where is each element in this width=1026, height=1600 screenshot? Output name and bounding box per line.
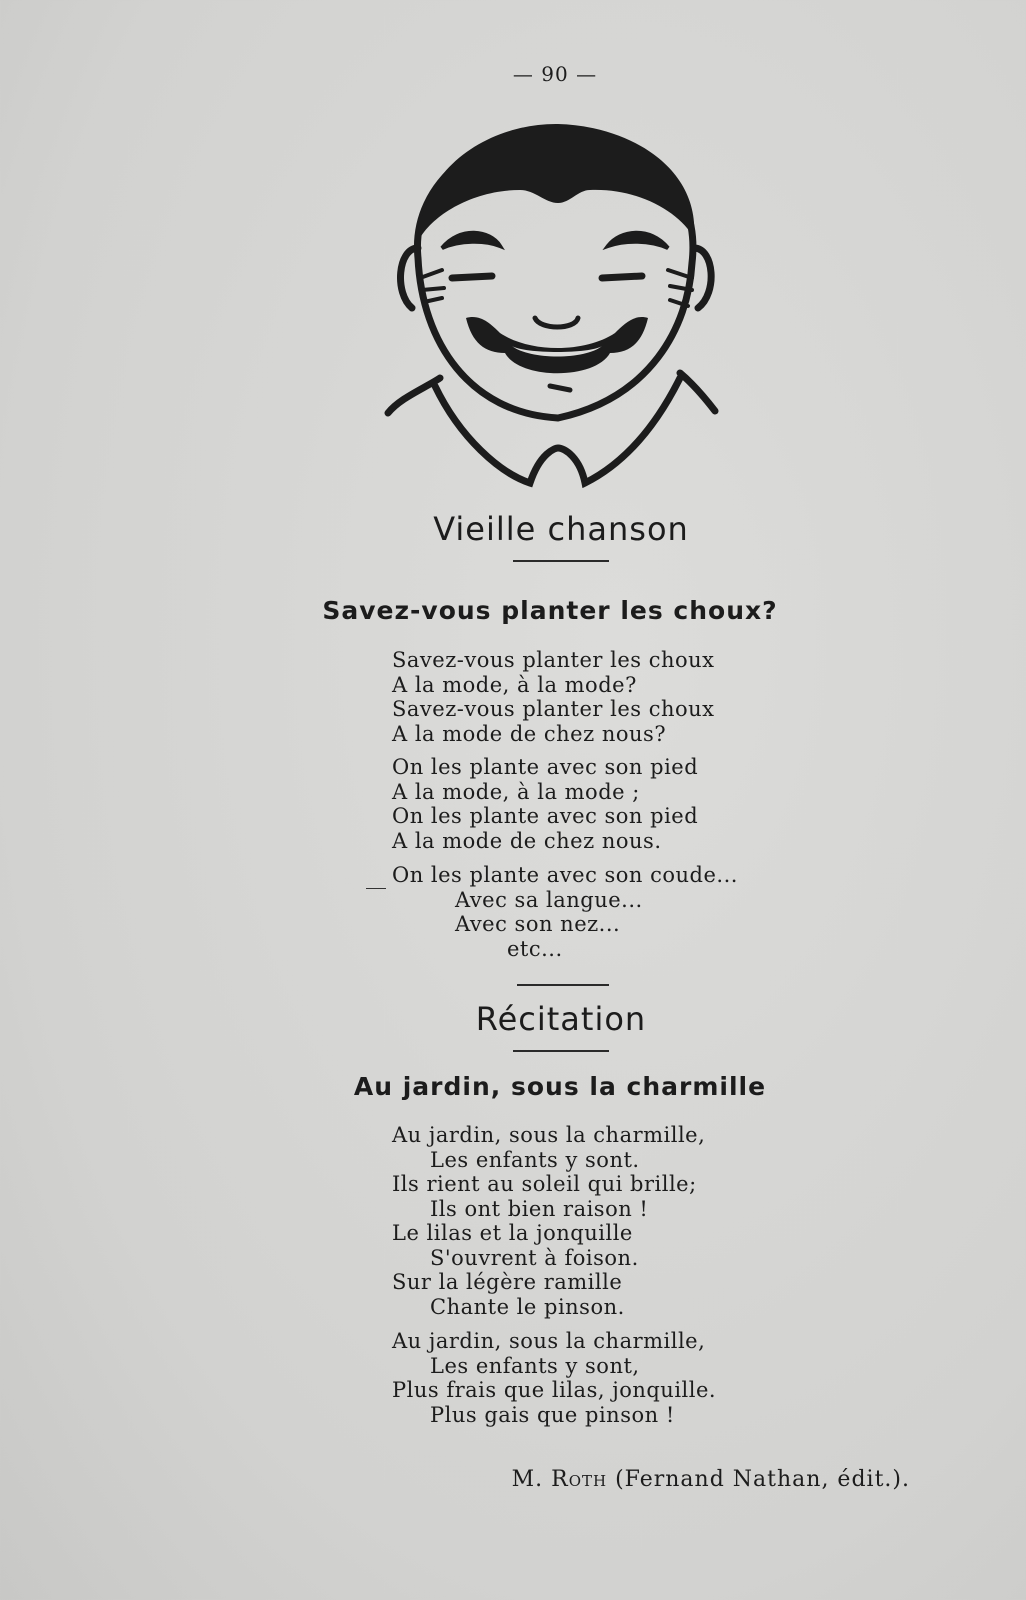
verse-line: etc... xyxy=(507,936,563,961)
divider xyxy=(513,560,609,562)
recitation-section-header xyxy=(0,1000,1026,1052)
song-stanza-3 xyxy=(392,863,738,961)
verse-line: S'ouvrent à foison. xyxy=(430,1245,639,1270)
verse-line: On les plante avec son coude... xyxy=(392,863,738,887)
verse-line: A la mode, à la mode? xyxy=(392,672,637,697)
author-name: Roth xyxy=(551,1467,608,1492)
verse-line: Sur la légère ramille xyxy=(392,1270,623,1294)
verse-line: On les plante avec son pied xyxy=(392,804,699,828)
verse-line: Les enfants y sont. xyxy=(430,1147,640,1172)
verse-line: Le lilas et la jonquille xyxy=(392,1221,633,1245)
song-stanza-2 xyxy=(392,755,698,853)
attribution xyxy=(512,1467,910,1492)
divider xyxy=(513,1050,609,1052)
verse-line: On les plante avec son pied xyxy=(392,755,699,779)
recitation-stanza-1 xyxy=(392,1123,705,1319)
recitation-stanza-2 xyxy=(392,1329,716,1427)
song-section-header xyxy=(0,510,1026,562)
author-prefix: M. xyxy=(511,1467,544,1492)
verse-line: Plus frais que lilas, jonquille. xyxy=(392,1378,717,1402)
dash-mark xyxy=(366,888,386,889)
song-title: Savez-vous planter les choux? xyxy=(322,596,778,625)
section-title: Vieille chanson xyxy=(433,510,689,548)
page-number: — 90 — xyxy=(512,62,598,86)
verse-line: Chante le pinson. xyxy=(430,1294,625,1319)
song-stanza-1 xyxy=(392,648,715,746)
verse-line: A la mode, à la mode ; xyxy=(392,779,640,804)
verse-line: Ils ont bien raison ! xyxy=(430,1196,649,1221)
verse-line: Au jardin, sous la charmille, xyxy=(392,1329,706,1353)
verse-line: Savez-vous planter les choux xyxy=(392,648,715,672)
verse-line: A la mode de chez nous? xyxy=(392,721,667,746)
verse-line: Avec sa langue... xyxy=(455,887,643,912)
publisher: (Fernand Nathan, édit.). xyxy=(615,1467,910,1492)
divider xyxy=(517,984,609,986)
verse-line: A la mode de chez nous. xyxy=(392,828,662,853)
verse-line: Ils rient au soleil qui brille; xyxy=(392,1172,697,1196)
verse-line: Au jardin, sous la charmille, xyxy=(392,1123,706,1147)
verse-line: Plus gais que pinson ! xyxy=(430,1402,675,1427)
section-title: Récitation xyxy=(475,1000,647,1038)
verse-line: Avec son nez... xyxy=(455,912,621,936)
laughing-face-illustration xyxy=(380,118,730,498)
verse-line: Savez-vous planter les choux xyxy=(392,697,715,721)
verse-line: Les enfants y sont, xyxy=(430,1353,640,1378)
recitation-title: Au jardin, sous la charmille xyxy=(353,1072,767,1101)
